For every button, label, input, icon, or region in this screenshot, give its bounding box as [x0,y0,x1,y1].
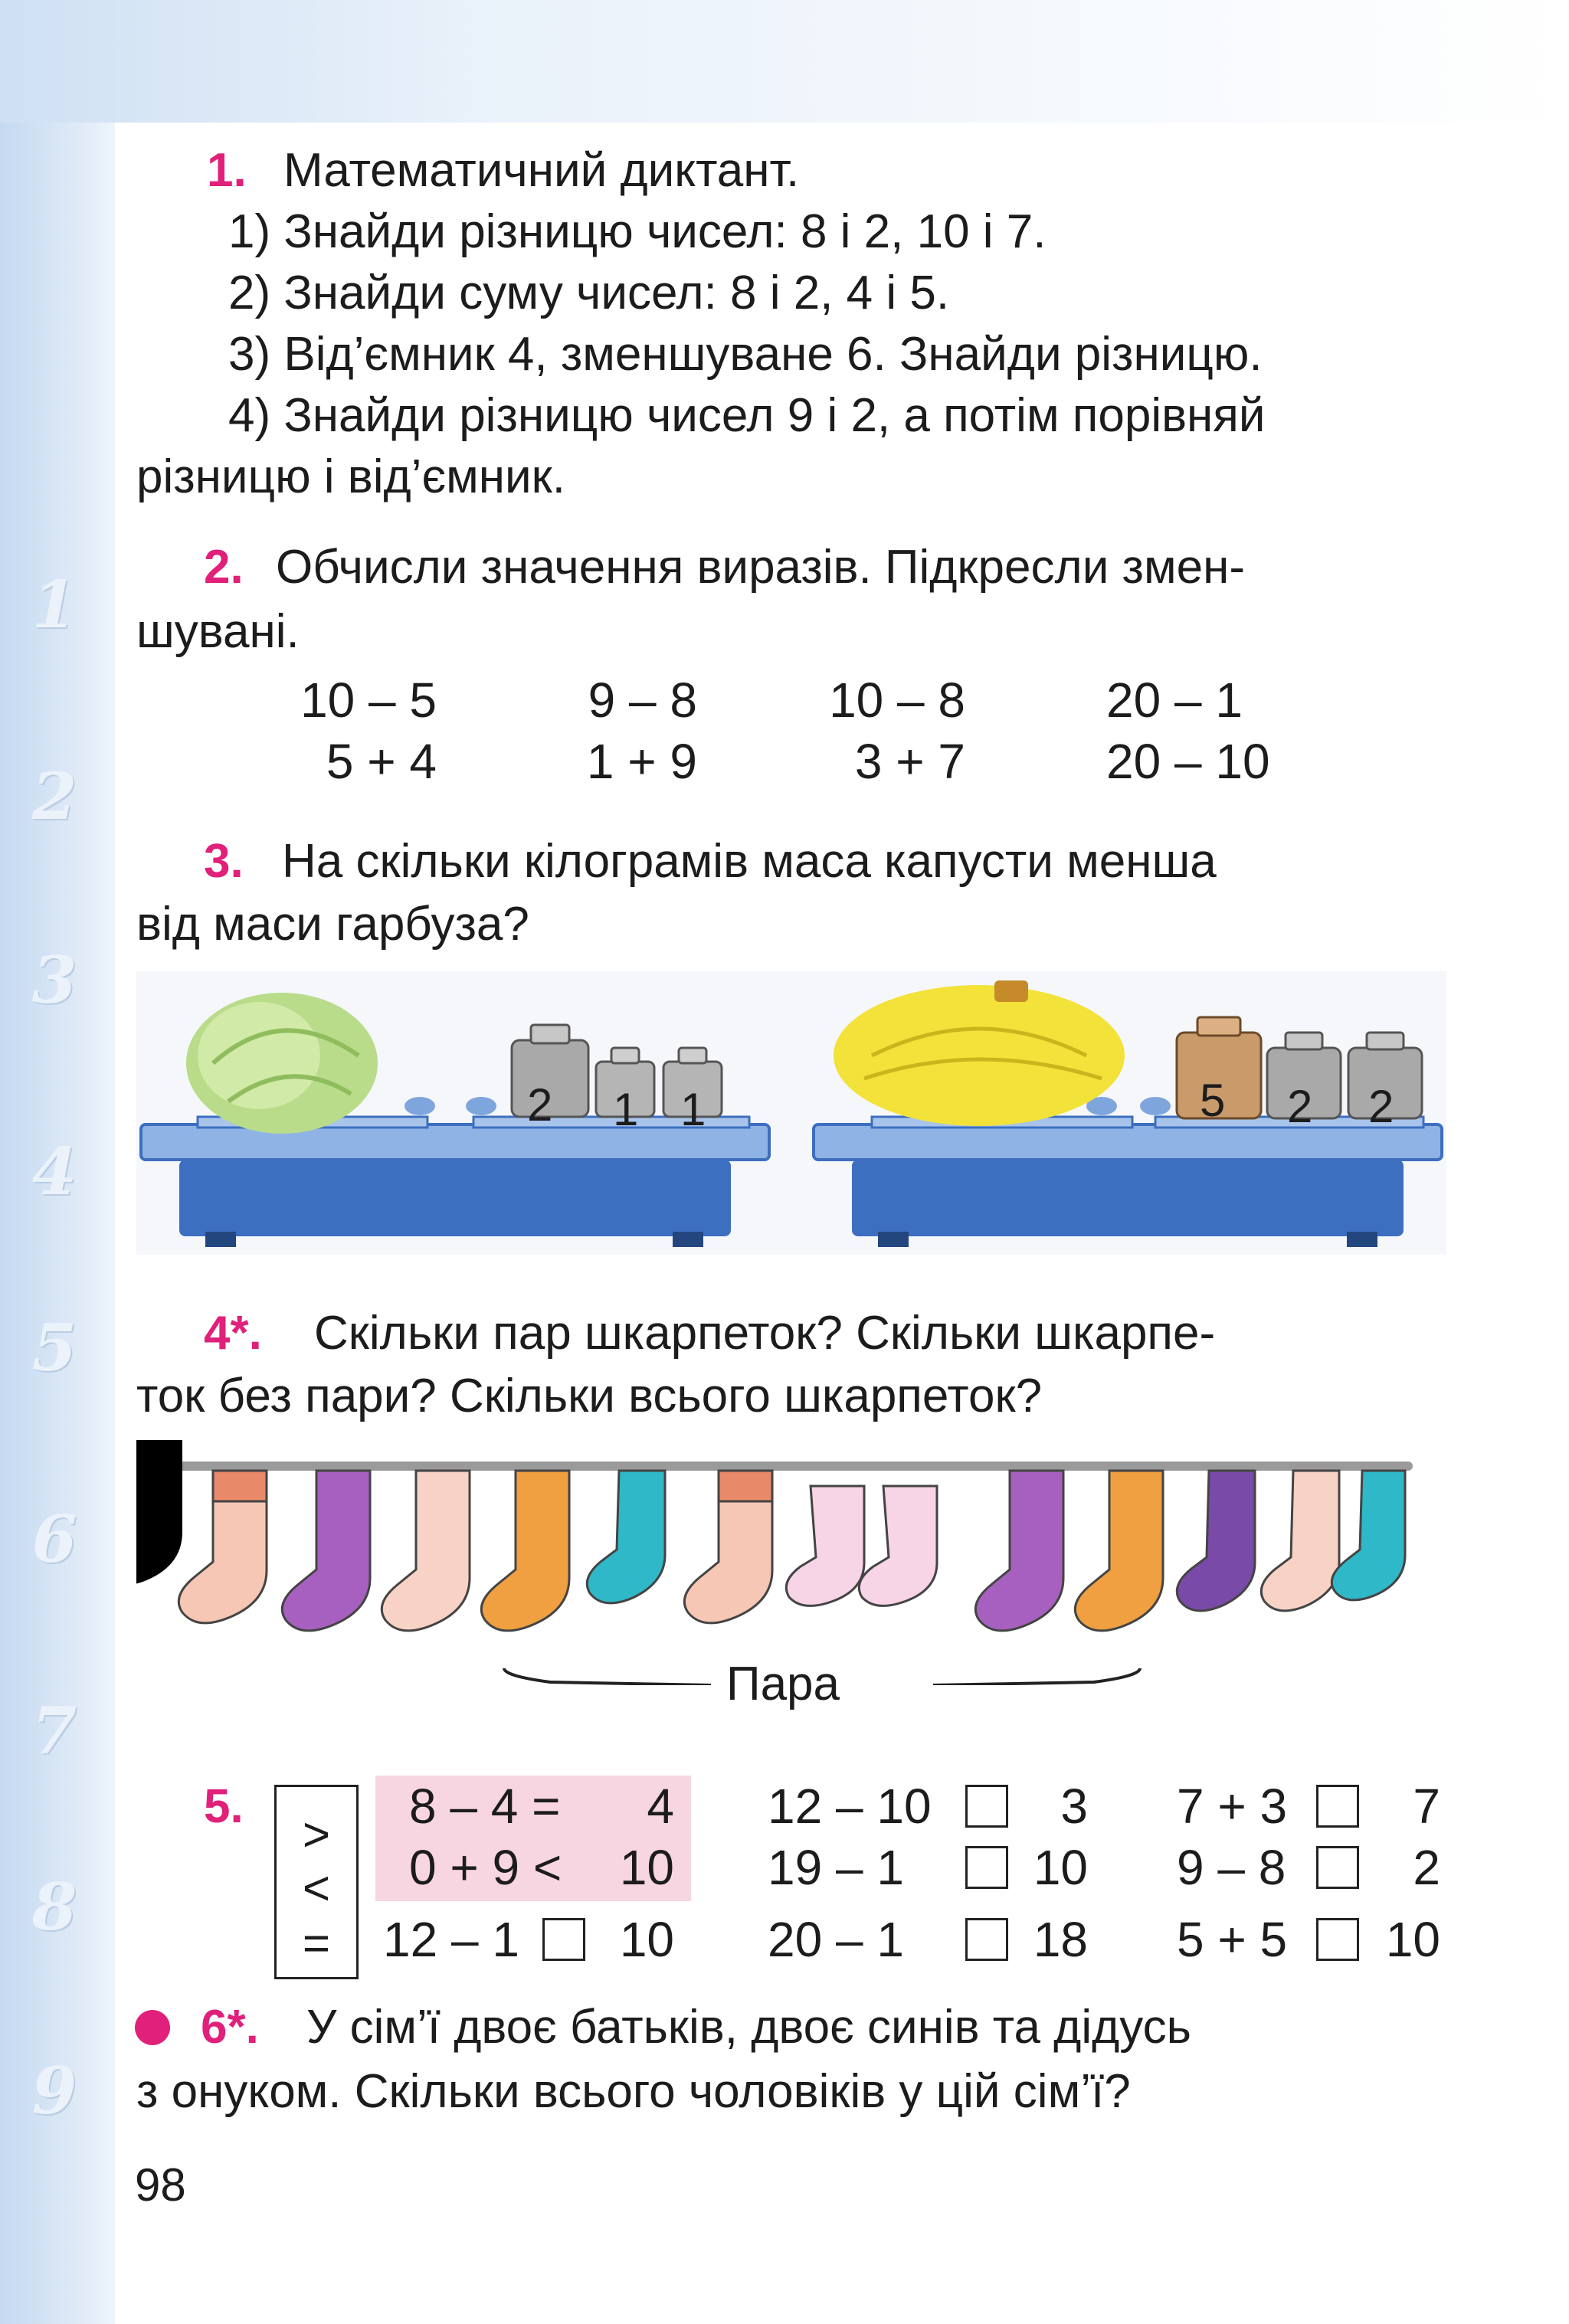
answer-box[interactable] [965,1918,1008,1961]
comparison-left: 12 – 1 [383,1912,519,1967]
comparison-right: 10 [1033,1840,1088,1895]
weight-label: 2 [1368,1081,1394,1132]
task2-text: шувані. [136,605,300,658]
comparison-right: 18 [1033,1912,1088,1967]
side-number: 2 [31,758,77,834]
comparison-left: 5 + 5 [1177,1912,1288,1967]
comparison-left: 19 – 1 [768,1840,904,1895]
comparison-right: 3 [1060,1779,1088,1834]
cabbage-image [186,993,378,1134]
comparison-right: 7 [1413,1779,1440,1834]
difficulty-dot-icon [135,2010,170,2045]
side-number: 4 [31,1134,77,1209]
comparison-left: 0 + 9 < [409,1840,562,1895]
expression: 10 – 5 [300,673,437,728]
expression: 9 – 8 [588,673,697,728]
task3-text: На скільки кілограмів маса капусти менша [282,835,1217,888]
comparison-left: 20 – 1 [768,1912,904,1967]
sign-greater: > [302,1808,331,1861]
pair-label: Пара [719,1658,847,1711]
task1-item: 2) Знайди суму чисел: 8 і 2, 4 і 5. [228,267,950,319]
weight-label: 1 [613,1084,639,1135]
task2-number: 2. [204,541,244,594]
scales-illustration [136,971,1446,1255]
task1-item: 3) Від’ємник 4, зменшуване 6. Знайди різницю. [228,328,1263,381]
task1-item: 1) Знайди різницю чисел: 8 і 2, 10 і 7. [228,205,1047,258]
side-number: 3 [31,942,77,1018]
expression: 1 + 9 [586,734,697,789]
weight-label: 1 [680,1084,706,1135]
task5-number: 5. [204,1780,244,1833]
comparison-right: 2 [1413,1840,1440,1895]
task4-number: 4*. [204,1307,262,1360]
page-top-band [0,0,1569,123]
expression: 20 – 1 [1106,673,1243,728]
expression: 10 – 8 [829,673,965,728]
answer-box[interactable] [965,1785,1008,1828]
comparison-left: 9 – 8 [1177,1840,1286,1895]
sign-equal: = [302,1917,331,1970]
comparison-left: 12 – 10 [768,1779,932,1834]
comparison-right: 10 [619,1912,674,1967]
comparison-left: 7 + 3 [1177,1779,1288,1834]
side-number: 5 [31,1310,77,1386]
right-scale [814,1097,1442,1247]
task3-text: від маси гарбуза? [136,898,529,951]
task1-item: 4) Знайди різницю чисел 9 і 2, а потім порівняй [228,389,1266,442]
task4-text: Скільки пар шкарпеток? Скільки шкарпе- [314,1307,1216,1360]
task1-number: 1. [207,144,247,197]
weight-label: 2 [527,1079,553,1131]
answer-box[interactable] [1316,1918,1359,1961]
page-side-band [0,123,115,2324]
task3-number: 3. [204,835,244,888]
weight-label: 5 [1200,1075,1226,1126]
answer-box[interactable] [542,1918,585,1961]
socks-illustration [136,1440,1416,1685]
expression: 20 – 10 [1106,734,1270,789]
side-number: 6 [31,1501,77,1577]
task1-title: Математичний диктант. [283,144,800,197]
comparison-left: 8 – 4 = [409,1779,561,1834]
task2-text: Обчисли значення виразів. Підкресли змен- [276,541,1245,594]
expression: 5 + 4 [326,734,437,789]
comparison-right: 4 [647,1779,674,1834]
side-number: 7 [31,1693,77,1769]
task1-item: різницю і від’ємник. [136,450,565,503]
answer-box[interactable] [1316,1846,1359,1889]
side-number: 9 [31,2053,77,2129]
weight-label: 2 [1287,1081,1313,1132]
signs-box [274,1785,359,1979]
task6-text: з онуком. Скільки всього чоловіків у цій сім’ї? [136,2065,1131,2118]
socks [179,1471,1405,1631]
task6-text: У сім’ї двоє батьків, двоє синів та дідусь [306,2001,1191,2054]
task4-text: ток без пари? Скільки всього шкарпеток? [136,1370,1043,1422]
comparison-right: 10 [619,1840,674,1895]
page-number: 98 [135,2159,186,2211]
answer-box[interactable] [1316,1785,1359,1828]
side-number: 1 [31,567,77,643]
expression: 3 + 7 [854,734,965,789]
answer-box[interactable] [965,1846,1008,1889]
task6-number: 6*. [201,2001,259,2054]
sign-less: < [302,1862,331,1915]
side-number: 8 [31,1869,77,1945]
comparison-right: 10 [1385,1912,1440,1967]
